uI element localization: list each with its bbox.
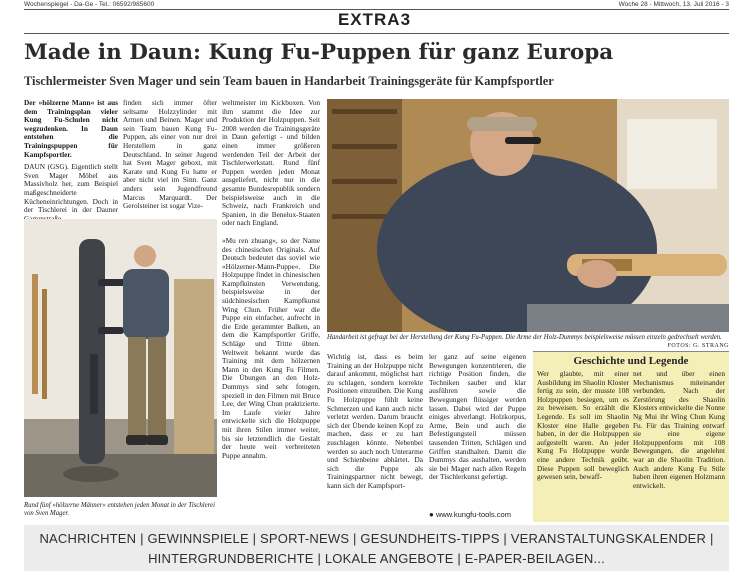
column-1 — [24, 99, 118, 223]
body-text-4: Wichtig ist, dass es beim Training an der Holzpuppe nicht darauf ankommt, möglichst hart zu schlagen, sondern korrekte Positionen einzuüben. Die Kung Fu Holzpuppe fühlt keine Schmerzen und kann auch nicht verletzt werden. Darum braucht sich der Übende keinen Kopf zu machen, dass er zu hart zuschlagen könnte. Nebenbei werden so auch noch Unterarme und Schienbeine abhärtet. Da sich die Puppe als Trainingspartner nicht bewegt, kann sich der Kampfsport- — [327, 352, 423, 490]
header-date: Woche 28 - Mittwoch, 13. Juli 2016 - 3 — [618, 1, 729, 8]
photo2-caption-text: Handarbeit ist gefragt bei der Herstellung der Kung Fu-Puppen. Die Arme der Holz-Dummys beispielsweise müssen einzeln gedrechselt werden. — [327, 334, 722, 341]
headline: Made in Daun: Kung Fu-Puppen für ganz Europa — [24, 40, 614, 65]
photo-lathe-work — [327, 99, 729, 332]
header-publication: Wochenspiegel - Da-Ge - Tel.: 06592/985600 — [24, 1, 155, 8]
sidebar-col-2 — [633, 370, 725, 490]
section-rule — [24, 33, 729, 34]
sidebar-text-1: Wer glaubte, mit einer Ausbildung im Shaolin Kloster fertig zu sein, der musste 108 Holzpuppen besiegen, um es zu beweisen. So erzählt die Legende. Es soll im Shaolin Kloster eine Halle gegeben haben, in der die Holzpuppen aufgestellt waren. An jeder Kung Fu Holzpuppe wurde eine andere Technik geübt. Diese Puppen soll beweglich gewesen sein, bewaff- — [537, 369, 629, 482]
website-text: www.kungfu-tools.com — [435, 510, 511, 519]
bullet-icon: ● — [429, 510, 434, 519]
website-link[interactable] — [429, 510, 511, 519]
body-text-2: finden sich immer öfter seltsame Holzzylinder mit Armen und Beinen. Mager und sein Team bauen Kung Fu-Puppen, als einer von nur drei Herstellern in ganz Deutschland. In seiner Jugend hat Sven Mager geboxt, mit Karate und Kung Fu hatte er aber nicht viel im Sinn. Ganz anders sein Jugendfreund Marcus Marquardt. Der Gerolsteiner ist sogar Vize- — [123, 98, 217, 211]
body-text-5: ler ganz auf seine eigenen Bewegungen konzentrieren, die richtige Position finden, die Techniken sauber und klar ausführen sowie die Bewegungen flüssiger werden lassen. Dabei wird der Puppe einiges abverlangt. Holzkorpus, Arme, Bein und auch die Befestigungsteil müssen tausenden Tritten, Schlägen und Griffen standhalten. Damit die Dummys das aushalten, werden sie bei Mager nach allen Regeln der Tischlerkunst gefertigt. — [429, 352, 526, 482]
subheadline: Tischlermeister Sven Mager und sein Team bauen in Handarbeit Trainingsgeräte für Kampfsportler — [24, 74, 554, 88]
body-text-3: weltmeister im Kickboxen. Von ihm stammt die Idee zur Produktion der Holzpuppen. Seit 2008 werden die Trainingsgeräte in Daun gefertigt - und bilden einen immer größeren werdenden Teil der Arbeit der Tischlerwerkstatt. Rund fünf Puppen werden jeden Monat ausgeliefert, nicht nur in die gesamte Bundesrepublik sondern beispielsweise auch in die Schweiz, nach Frankreich und Spanien, in die Benelux-Staaten oder nach England. — [222, 98, 320, 228]
sidebar-box — [533, 352, 729, 522]
photo-illustration — [24, 219, 217, 497]
photo-illustration-lathe — [327, 99, 729, 332]
column-5 — [429, 353, 526, 482]
body-text-1: DAUN (GSG). Eigentlich stellt Sven Mager Möbel aus Massivholz her, zum Beispiel maßgeschneiderte Kücheneinrichtungen. Doch in der Tischlerei in der Dauner — [24, 162, 118, 215]
photo1-caption: Rund fünf »hölzerne Männer« entstehen jeden Monat in der Tischlerei von Sven Mager. — [24, 502, 215, 517]
body-text-3b: »Mu ren zhuang«, so der Name des chinesischen Originals. Auf Deutsch bedeutet das soviel wie »Hölzerner-Mann-Puppe«. Die Holzpuppe findet in chinesischen Kampfkünsten Verwendung, beispielsweise in der südchinesischen Kampfkunst Wing Chun. Früher war die Puppe ein einfacher, aufrecht in die Erde gerammter Balken, an dem die Kampfsportler Griffe, Schläge und Tritte übten. Weltweit bekannt wurde das Training mit dem hölzernen Mann in den Kung Fu Filmen. Die Übungen an den Holz-Dummys sind sehr fotogen, speziell in den Filmen mit Bruce Lee, der Wing Chun praktizierte. Im Laufe vieler Jahre entwickelte sich die Holzpuppe mit ihren Stilen immer weiter, bis sie letztendlich die Gestalt der heute weit verbreiteten Puppe annahm. — [222, 235, 320, 460]
photo-craftsman-with-dummy — [24, 219, 217, 497]
column-3 — [222, 99, 320, 460]
footer-banner[interactable] — [24, 525, 729, 571]
photo2-caption — [327, 334, 729, 350]
section-title: EXTRA3 — [337, 10, 412, 29]
column-4 — [327, 353, 423, 491]
sidebar-col-1 — [537, 370, 629, 482]
intro-text: Der »hölzerne Mann« ist aus dem Trainingsplan vieler Kung Fu-Schulen nicht wegzudenken. In Daun entstehen die Trainingspuppen für Kampfsportler. — [24, 98, 118, 159]
column-2 — [123, 99, 217, 211]
footer-line-2: HINTERGRUNDBERICHTE | LOKALE ANGEBOTE | E-PAPER-BEILAGEN... — [148, 551, 605, 566]
sidebar-text-2: net und über einen Mechanismus miteinander verbunden. Nach der Zerstörung des Shaolin Klosters entwickelte die Nonne Ng Mui ihr Wing Chun Kung Fu. Für das Training entwarf sie eine eigene Holzpuppenform mit 108 Bewegungen, die angelehnt war an die Shaolin Tradition. Auch andere Kung Fu Stile haben ihren eigenen Holzmann entwickelt. — [633, 369, 725, 490]
footer-line-1: NACHRICHTEN | GEWINNSPIELE | SPORT-NEWS | GESUNDHEITS-TIPPS | VERANSTALTUNGSKALENDER | — [39, 531, 714, 546]
photo-credit: FOTOS: G. STRANG — [667, 343, 729, 349]
sidebar-title: Geschichte und Legende — [573, 355, 689, 367]
